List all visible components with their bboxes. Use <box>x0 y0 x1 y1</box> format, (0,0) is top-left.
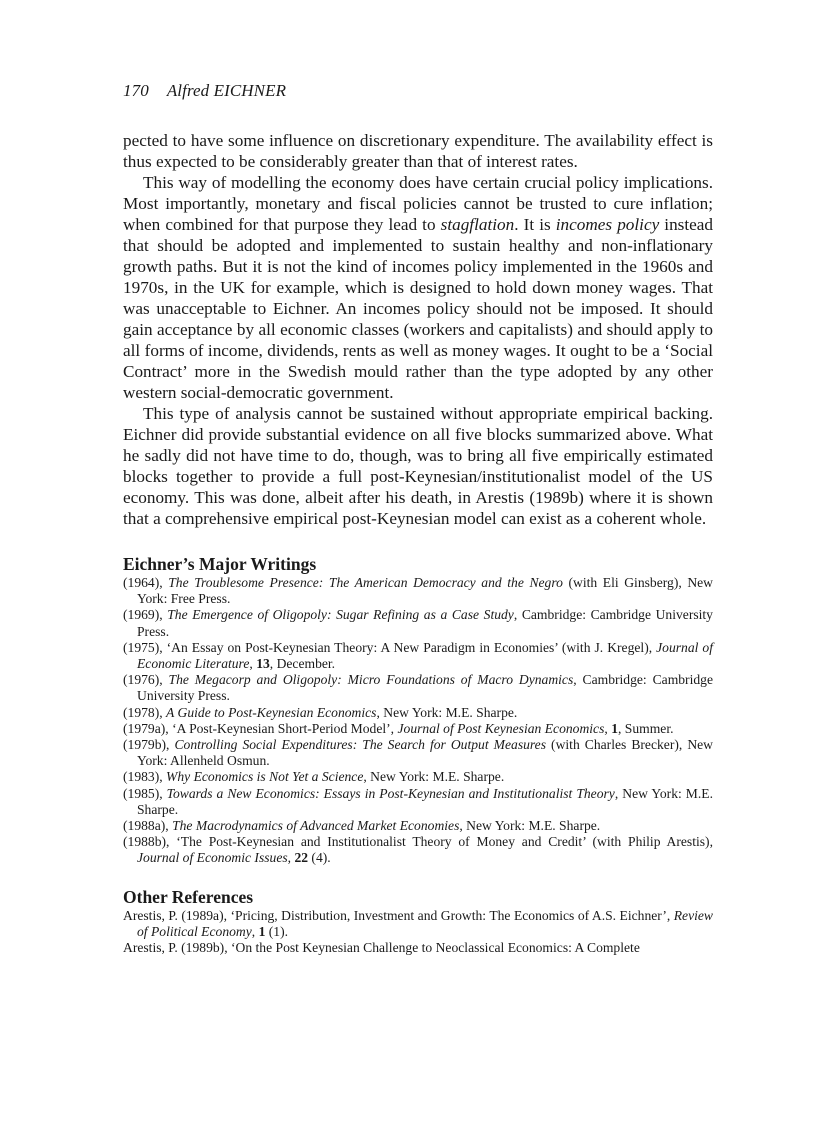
text-run: Arestis, P. (1989b), ‘On the Post Keynesian Challenge to Neoclassical Economics: A Complete <box>123 940 640 956</box>
text-run: , Summer. <box>617 720 674 736</box>
text-run: (4). <box>308 850 331 866</box>
reference-entry <box>123 640 713 672</box>
reference-entry <box>123 908 713 940</box>
reference-entry <box>123 834 713 866</box>
bold-text: 22 <box>294 850 309 866</box>
italic-text: Controlling Social Expenditures: The Search for Output Measures <box>174 737 547 753</box>
reference-entry <box>123 607 713 639</box>
running-header <box>123 80 713 102</box>
italic-text: Journal of Economic Issues <box>137 850 288 866</box>
text-run: (1964), <box>123 575 169 590</box>
paragraph <box>123 130 713 172</box>
italic-text: stagflation <box>440 215 515 234</box>
text-run: (1979a), ‘A Post-Keynesian Short-Period Model’, <box>123 720 398 736</box>
text-run: (1978), <box>123 704 167 720</box>
italic-text: The Emergence of Oligopoly: Sugar Refining as a Case Study <box>167 607 514 623</box>
text-run: (1988b), ‘The Post-Keynesian and Institutionalist Theory of Money and Credit’ (with Philip Arestis), <box>123 834 713 850</box>
paragraph <box>123 172 713 403</box>
text-run: , Cambridge: Cambridge University Press. <box>137 672 713 704</box>
text-run: , New York: M.E. Sharpe. <box>376 704 518 720</box>
italic-text: A Guide to Post-Keynesian Economics <box>166 704 377 720</box>
text-run: (1979b), <box>123 737 175 753</box>
reference-entry <box>123 721 713 737</box>
italic-text: The Troublesome Presence: The American Democracy and the Negro <box>168 575 563 590</box>
text-run: (1985), <box>123 785 167 801</box>
italic-text: Journal of Post Keynesian Economics <box>397 720 605 736</box>
text-run: (with Eli Ginsberg), New York: Free Press. <box>137 575 713 607</box>
running-title: Alfred EICHNER <box>166 81 287 100</box>
body-text <box>123 130 713 529</box>
text-run: , New York: M.E. Sharpe. <box>459 818 601 834</box>
reference-entry <box>123 575 713 607</box>
reference-entry <box>123 818 713 834</box>
text-run: (1969), <box>123 607 168 623</box>
reference-entry <box>123 769 713 785</box>
text-run: (1). <box>265 923 289 939</box>
reference-entry <box>123 940 713 956</box>
italic-text: Towards a New Economics: Essays in Post-Keynesian and Institutionalist Theory <box>166 785 615 801</box>
reference-entry <box>123 705 713 721</box>
text-run: (with Charles Brecker), New York: Allenheld Osmun. <box>137 737 713 769</box>
section-heading-major-writings: Eichner’s Major Writings <box>123 554 317 574</box>
reference-entry <box>123 672 713 704</box>
page-number: 170 <box>123 81 149 100</box>
italic-text: incomes policy <box>555 215 660 234</box>
text-run: , <box>287 850 295 866</box>
section-heading-other-references: Other References <box>123 886 254 907</box>
text-run: (1983), <box>123 769 167 785</box>
italic-text: Journal of Economic Literature <box>137 639 713 672</box>
text-run: (1988a), <box>123 818 173 834</box>
text-run: , <box>251 923 259 939</box>
text-run: , New York: M.E. Sharpe. <box>137 785 713 817</box>
text-run: , <box>604 720 612 736</box>
text-run: This type of analysis cannot be sustained without appropriate empirical backing. Eichner did provide substantial evidence on all five blocks summarized above. What he sadly did not have time to do, though, was to bring all five empirically estimated blocks together to provide a full post-Keynesian/​institutionalist model of the US economy. This was done, albeit after his death, in Arestis (1989b) where it is shown that a comprehensive empirical post-Keynesian model can exist as a coherent whole. <box>123 404 713 528</box>
reference-entry <box>123 737 713 769</box>
bold-text: 13 <box>256 656 270 672</box>
text-run: , <box>249 656 257 672</box>
text-run: This way of modelling the economy does have certain crucial policy implications. Most importantly, monetary and fiscal policies cannot be trusted to cure inflation; when combined for that purpose they lead to <box>123 173 713 234</box>
text-run: (1975), ‘An Essay on Post-Keynesian Theory: A New Paradigm in Economies’ (with J. Kregel), <box>123 639 657 655</box>
text-run: , Cambridge: Cambridge University Press. <box>137 607 713 639</box>
italic-text: Review of Political Economy <box>137 907 713 939</box>
bold-text: 1 <box>611 720 618 736</box>
major-writings-list <box>123 575 713 867</box>
italic-text: Why Economics is Not Yet a Science <box>166 769 364 785</box>
document-page <box>123 80 713 956</box>
text-run: , New York: M.E. Sharpe. <box>363 769 505 785</box>
text-run: instead that should be adopted and implemented to sustain healthy and non-inflationary growth paths. But it is not the kind of incomes policy implemented in the 1960s and 1970s, in the UK for example, which is designed to hold down money wages. That was unacceptable to Eichner. An incomes policy should not be imposed. It should gain acceptance by all economic classes (workers and capitalists) and should apply to all forms of income, dividends, rents as well as money wages. It ought to be a ‘Social Contract’ more in the Swedish mould rather than the type adopted by any other western social-democratic government. <box>123 215 713 402</box>
text-run: Arestis, P. (1989a), ‘Pricing, Distribution, Investment and Growth: The Economics of A.S. Eichner’, <box>123 907 674 923</box>
reference-entry <box>123 786 713 818</box>
paragraph <box>123 403 713 529</box>
text-run: , December. <box>269 656 336 672</box>
text-run: . It is <box>514 215 556 234</box>
italic-text: The Macrodynamics of Advanced Market Economies <box>172 818 460 834</box>
text-run: (1976), <box>123 672 169 688</box>
italic-text: The Megacorp and Oligopoly: Micro Foundations of Macro Dynamics <box>168 672 574 688</box>
other-references-list <box>123 908 713 957</box>
text-run: pected to have some influence on discretionary expenditure. The availability effect is thus expected to be considerably greater than that of interest rates. <box>123 131 713 171</box>
bold-text: 1 <box>258 923 266 939</box>
